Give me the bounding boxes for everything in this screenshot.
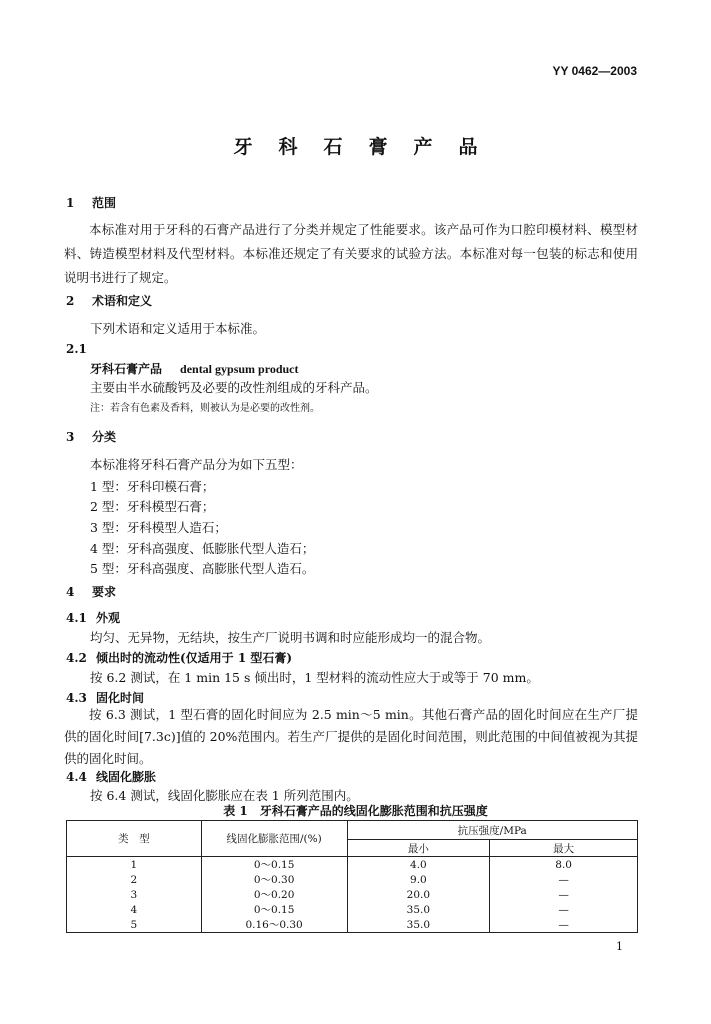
cell-max: 8.0 <box>490 857 638 873</box>
section-number: 4.3 <box>66 691 87 705</box>
section-2-1-number: 2.1 <box>66 342 87 356</box>
cell-type: 3 <box>67 887 202 902</box>
section-number: 4.1 <box>66 611 87 625</box>
section-4-4-heading <box>66 768 156 785</box>
cell-max: — <box>490 872 638 887</box>
cell-type: 4 <box>67 902 202 917</box>
table-caption: 表 1 牙科石膏产品的线固化膨胀范围和抗压强度 <box>223 804 488 818</box>
header-min: 最小 <box>347 840 490 857</box>
section-title: 外观 <box>96 611 121 625</box>
cell-min: 35.0 <box>347 902 490 917</box>
cell-type: 1 <box>67 857 202 873</box>
list-item: 1 型：牙科印模石膏； <box>90 479 215 494</box>
section-4-2-paragraph: 按 6.2 测试，在 1 min 15 s 倾出时，1 型材料的流动性应大于或等于 70 mm。 <box>90 670 539 685</box>
section-number: 4.4 <box>66 770 87 784</box>
section-title: 线固化膨胀 <box>96 770 157 784</box>
cell-expansion: 0～0.30 <box>201 872 347 887</box>
section-number: 3 <box>66 430 75 444</box>
section-4-1-heading <box>66 609 120 626</box>
cell-max: — <box>490 902 638 917</box>
cell-type: 5 <box>67 917 202 933</box>
section-title: 范围 <box>92 196 117 210</box>
term-english: dental gypsum product <box>180 362 299 376</box>
header-type: 类 型 <box>67 821 202 857</box>
term-note: 注：若含有色素及香料，则被认为是必要的改性剂。 <box>90 403 320 414</box>
section-3-intro: 本标准将牙科石膏产品分为如下五型： <box>90 457 303 472</box>
section-number: 4.2 <box>66 651 87 665</box>
table-row <box>67 887 638 902</box>
cell-expansion: 0～0.15 <box>201 902 347 917</box>
cell-type: 2 <box>67 872 202 887</box>
term-definition: 主要由半水硫酸钙及必要的改性剂组成的牙科产品。 <box>90 380 378 395</box>
cell-expansion: 0～0.20 <box>201 887 347 902</box>
cell-expansion: 0.16～0.30 <box>201 917 347 933</box>
table-row <box>67 917 638 933</box>
section-4-2-heading <box>66 649 292 666</box>
section-4-3-paragraph: 按 6.3 测试，1 型石膏的固化时间应为 2.5 min～5 min。其他石膏产品的固化时间应在生产厂提供的固化时间[7.3c)]值的 20%范围内。若生产厂提供的是固化时间范围，则此范围的中间值被视为其提供的固化时间。 <box>64 707 638 766</box>
section-title: 分类 <box>92 430 117 444</box>
section-title: 固化时间 <box>96 691 145 705</box>
section-2-heading <box>66 292 152 309</box>
header-expansion: 线固化膨胀范围/(%) <box>201 821 347 857</box>
table-row <box>67 902 638 917</box>
section-1-paragraph: 本标准对用于牙科的石膏产品进行了分类并规定了性能要求。该产品可作为口腔印模材料、模型材料、铸造模型材料及代型材料。本标准还规定了有关要求的试验方法。本标准对每一包装的标志和使用说明书进行了规定。 <box>64 222 638 285</box>
expansion-strength-table <box>66 820 638 933</box>
page-number: 1 <box>616 940 623 953</box>
section-number: 1 <box>66 196 75 210</box>
section-title: 倾出时的流动性(仅适用于 1 型石膏) <box>96 651 293 665</box>
list-item: 5 型：牙科高强度、高膨胀代型人造石。 <box>90 561 315 576</box>
section-3-heading <box>66 428 116 445</box>
header-strength: 抗压强度/MPa <box>347 821 638 840</box>
cell-expansion: 0～0.15 <box>201 857 347 873</box>
cell-max: — <box>490 887 638 902</box>
section-title: 要求 <box>92 585 117 599</box>
list-item: 3 型：牙科模型人造石； <box>90 520 227 535</box>
section-title: 术语和定义 <box>92 294 153 308</box>
section-1-heading <box>66 194 116 211</box>
section-number: 4 <box>66 585 75 599</box>
section-4-1-paragraph: 均匀、无异物，无结块，按生产厂说明书调和时应能形成均一的混合物。 <box>90 630 491 645</box>
term-chinese: 牙科石膏产品 <box>90 362 163 376</box>
cell-max: — <box>490 917 638 933</box>
list-item: 4 型：牙科高强度、低膨胀代型人造石； <box>90 541 315 556</box>
cell-min: 35.0 <box>347 917 490 933</box>
table-row <box>67 857 638 873</box>
table-row <box>67 872 638 887</box>
section-number: 2 <box>66 294 75 308</box>
cell-min: 4.0 <box>347 857 490 873</box>
term-entry <box>90 360 299 377</box>
header-max: 最大 <box>490 840 638 857</box>
section-4-4-paragraph: 按 6.4 测试，线固化膨胀应在表 1 所列范围内。 <box>90 788 359 803</box>
cell-min: 9.0 <box>347 872 490 887</box>
standard-number: YY 0462—2003 <box>552 64 637 78</box>
list-item: 2 型：牙科模型石膏； <box>90 499 215 514</box>
page-title: 牙科石膏产品 <box>233 136 504 158</box>
cell-min: 20.0 <box>347 887 490 902</box>
section-2-intro: 下列术语和定义适用于本标准。 <box>90 321 266 336</box>
section-4-heading <box>66 583 116 600</box>
